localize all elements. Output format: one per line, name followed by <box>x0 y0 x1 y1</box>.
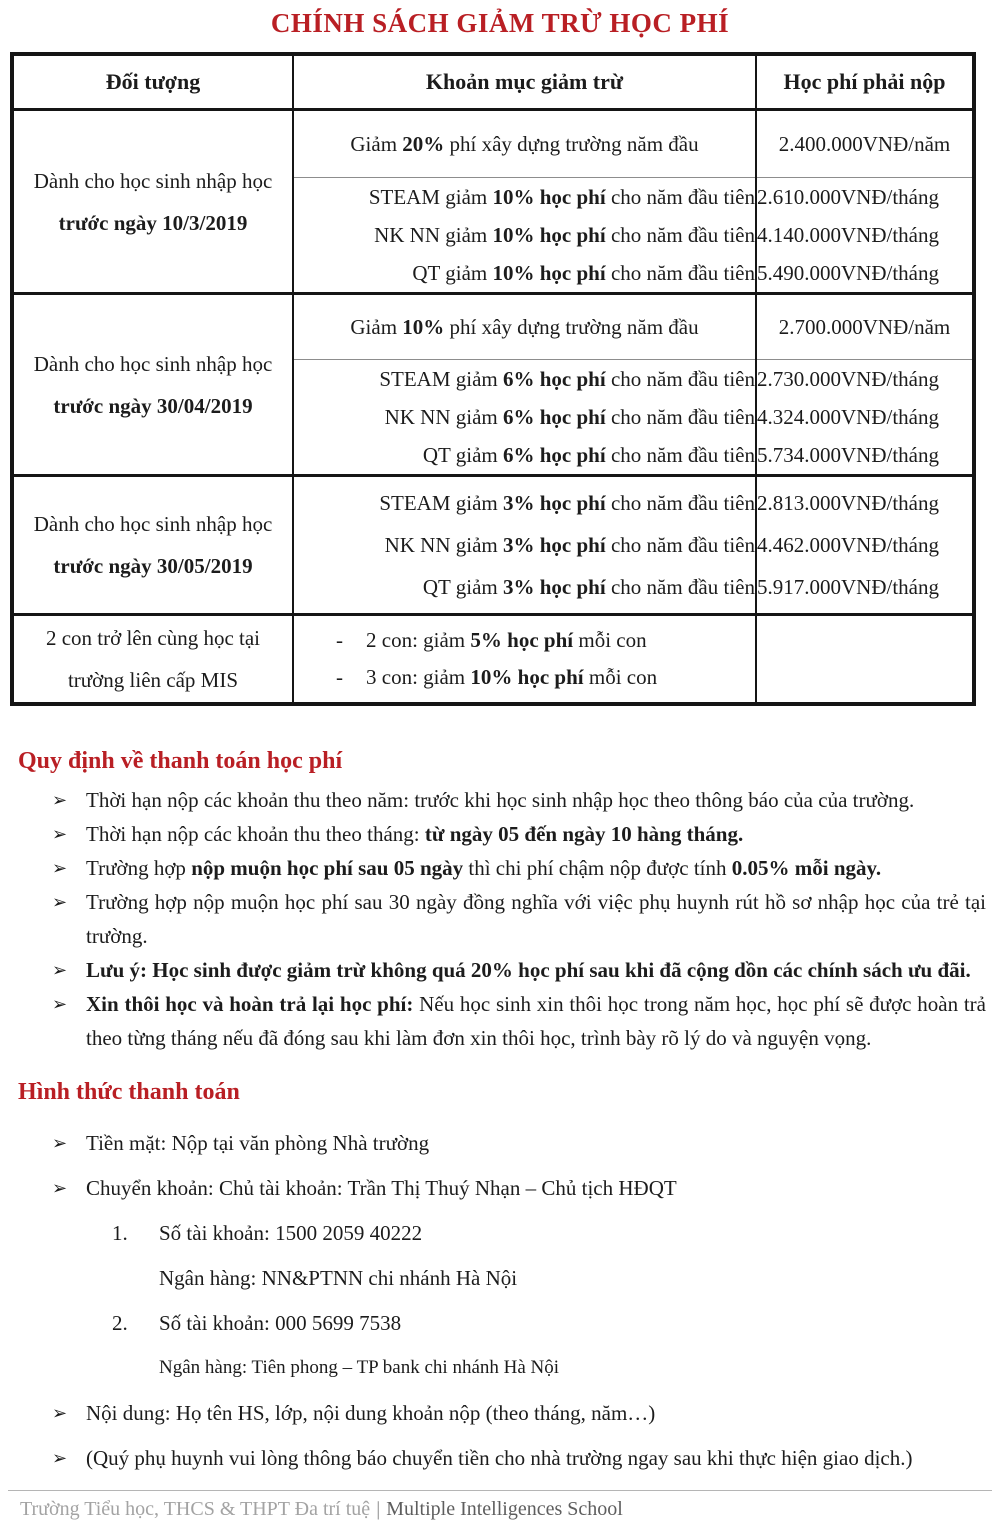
table-row <box>12 615 974 705</box>
footer-separator: | <box>376 1498 381 1520</box>
section-heading-payment-methods: Hình thức thanh toán <box>18 1079 240 1105</box>
fee-table-header <box>12 54 974 110</box>
arrow-bullet-icon: ➢ <box>52 1133 68 1153</box>
discount-line: QT giảm 3% học phí cho năm đầu tiên <box>422 575 755 599</box>
arrow-bullet-icon: ➢ <box>52 824 68 844</box>
table-row <box>12 476 974 615</box>
fee-table-body <box>12 110 974 705</box>
list-number: 2. <box>112 1311 128 1335</box>
discount-text: 3 con: giảm 10% học phí mỗi con <box>366 665 658 689</box>
method-item-text: Tiền mặt: Nộp tại văn phòng Nhà trường <box>86 1131 430 1155</box>
fee-cell <box>756 476 974 615</box>
fee-line: 2.813.000VNĐ/tháng <box>757 491 939 515</box>
column-header-subject: Đối tượng <box>12 54 293 110</box>
footer-school-name-en: Multiple Intelligences School <box>386 1498 623 1520</box>
rule-item <box>52 987 986 1055</box>
rule-item-text: Trường hợp nộp muộn học phí sau 30 ngày đồng nghĩa với việc phụ huynh rút hồ sơ nhập học của trẻ tại trường. <box>86 890 986 948</box>
column-header-fee: Học phí phải nộp <box>756 54 974 110</box>
arrow-bullet-icon: ➢ <box>52 994 68 1014</box>
subject-cell <box>12 476 293 615</box>
method-item-text: Nội dung: Họ tên HS, lớp, nội dung khoản nộp (theo tháng, năm…) <box>86 1401 656 1425</box>
method-item <box>52 1261 986 1295</box>
method-item <box>52 1306 986 1340</box>
subject-line: Dành cho học sinh nhập học <box>33 168 273 193</box>
discount-line: STEAM giảm 10% học phí cho năm đầu tiên <box>368 185 755 209</box>
discount-line: NK NN giảm 6% học phí cho năm đầu tiên <box>384 405 755 429</box>
discount-line: NK NN giảm 3% học phí cho năm đầu tiên <box>384 533 755 557</box>
rule-item-text: Thời hạn nộp các khoản thu theo tháng: từ ngày 05 đến ngày 10 hàng tháng. <box>86 822 744 846</box>
method-item <box>52 1441 986 1475</box>
rule-item <box>52 953 986 987</box>
arrow-bullet-icon: ➢ <box>52 892 68 912</box>
discount-cell <box>293 178 756 294</box>
page-title: CHÍNH SÁCH GIẢM TRỪ HỌC PHÍ <box>270 8 730 38</box>
document-page <box>0 8 1000 1520</box>
payment-methods-list <box>0 1126 1000 1475</box>
subject-line: trường liên cấp MIS <box>67 668 239 692</box>
table-header-row <box>12 54 974 110</box>
arrow-bullet-icon: ➢ <box>52 1403 68 1423</box>
fee-discount-table <box>10 52 976 706</box>
discount-text: 2 con: giảm 5% học phí mỗi con <box>366 628 647 652</box>
fee-line: 4.462.000VNĐ/tháng <box>757 533 939 557</box>
subject-line: 2 con trở lên cùng học tại <box>45 626 261 650</box>
discount-cell <box>293 360 756 476</box>
page-footer <box>8 1490 992 1521</box>
subject-line: Dành cho học sinh nhập học <box>33 351 273 376</box>
method-item-text: Ngân hàng: Tiên phong – TP bank chi nhánh Hà Nội <box>159 1357 560 1378</box>
method-item-text: Số tài khoản: 1500 2059 40222 <box>159 1221 423 1245</box>
fee-line: 2.610.000VNĐ/tháng <box>757 185 939 209</box>
discount-cell: Giảm 10% phí xây dựng trường năm đầu <box>293 294 756 360</box>
discount-cell <box>293 476 756 615</box>
subject-cell <box>12 110 293 294</box>
dash-bullet: - <box>336 665 343 689</box>
rule-item <box>52 817 986 851</box>
fee-cell: 2.400.000VNĐ/năm <box>778 131 951 156</box>
subject-line: trước ngày 30/04/2019 <box>53 393 253 418</box>
method-item-text: Chuyển khoản: Chủ tài khoản: Trần Thị Thuý Nhạn – Chủ tịch HĐQT <box>86 1176 677 1200</box>
arrow-bullet-icon: ➢ <box>52 790 68 810</box>
fee-cell <box>756 360 974 476</box>
fee-line: 4.324.000VNĐ/tháng <box>757 405 939 429</box>
table-row <box>12 294 974 360</box>
list-number: 1. <box>112 1221 128 1245</box>
subject-cell <box>12 294 293 476</box>
discount-cell <box>293 615 756 705</box>
method-item-text: (Quý phụ huynh vui lòng thông báo chuyển tiền cho nhà trường ngay sau khi thực hiện giao dịch.) <box>86 1446 913 1470</box>
method-item-text: Ngân hàng: NN&PTNN chi nhánh Hà Nội <box>159 1266 518 1290</box>
fee-line: 2.730.000VNĐ/tháng <box>757 367 939 391</box>
method-item-text: Số tài khoản: 000 5699 7538 <box>159 1311 402 1335</box>
dash-bullet: - <box>336 628 343 652</box>
subject-line: trước ngày 30/05/2019 <box>53 554 253 578</box>
arrow-bullet-icon: ➢ <box>52 960 68 980</box>
method-item <box>52 1396 986 1430</box>
footer-school-name-vi: Trường Tiểu học, THCS & THPT Đa trí tuệ <box>20 1498 371 1520</box>
fee-cell: 2.700.000VNĐ/năm <box>756 294 974 360</box>
fee-line: 4.140.000VNĐ/tháng <box>757 223 939 247</box>
discount-cell: Giảm 20% phí xây dựng trường năm đầu <box>293 110 756 178</box>
arrow-bullet-icon: ➢ <box>52 858 68 878</box>
rule-item-text: Trường hợp nộp muộn học phí sau 05 ngày thì chi phí chậm nộp được tính 0.05% mỗi ngày. <box>86 856 882 880</box>
discount-line <box>294 659 755 696</box>
discount-line: STEAM giảm 3% học phí cho năm đầu tiên <box>379 491 755 515</box>
arrow-bullet-icon: ➢ <box>52 1178 68 1198</box>
table-row <box>12 110 974 178</box>
discount-line: QT giảm 6% học phí cho năm đầu tiên <box>422 443 755 467</box>
rule-item <box>52 783 986 817</box>
discount-line: STEAM giảm 6% học phí cho năm đầu tiên <box>379 367 755 391</box>
method-item <box>52 1216 986 1250</box>
fee-line: 5.490.000VNĐ/tháng <box>757 261 939 285</box>
subject-cell <box>12 615 293 705</box>
method-item <box>52 1126 986 1160</box>
method-item <box>52 1171 986 1205</box>
subject-line: Dành cho học sinh nhập học <box>33 512 273 536</box>
discount-line: QT giảm 10% học phí cho năm đầu tiên <box>412 261 755 285</box>
discount-line <box>294 622 755 659</box>
discount-line: NK NN giảm 10% học phí cho năm đầu tiên <box>374 223 755 247</box>
rule-item-text: Xin thôi học và hoàn trả lại học phí: Nếu học sinh xin thôi học trong năm học, học phí sẽ được hoàn trả theo từng tháng nếu đã đóng sau khi làm đơn xin thôi học, trình bày rõ lý do và nguyện vọng. <box>86 992 986 1050</box>
payment-rules-list <box>0 783 1000 1055</box>
section-heading-payment-rules: Quy định về thanh toán học phí <box>18 748 343 774</box>
rule-item <box>52 851 986 885</box>
rule-item-text: Lưu ý: Học sinh được giảm trừ không quá 20% học phí sau khi đã cộng dồn các chính sách ưu đãi. <box>86 958 971 982</box>
column-header-discount: Khoản mục giảm trừ <box>293 54 756 110</box>
arrow-bullet-icon: ➢ <box>52 1448 68 1468</box>
fee-line: 5.917.000VNĐ/tháng <box>757 575 939 599</box>
fee-cell <box>756 178 974 294</box>
rule-item <box>52 885 986 953</box>
rule-item-text: Thời hạn nộp các khoản thu theo năm: trước khi học sinh nhập học theo thông báo của của trường. <box>86 788 915 812</box>
fee-line: 5.734.000VNĐ/tháng <box>757 443 939 467</box>
fee-cell <box>756 615 974 705</box>
method-item <box>52 1351 986 1385</box>
subject-line: trước ngày 10/3/2019 <box>58 210 248 235</box>
